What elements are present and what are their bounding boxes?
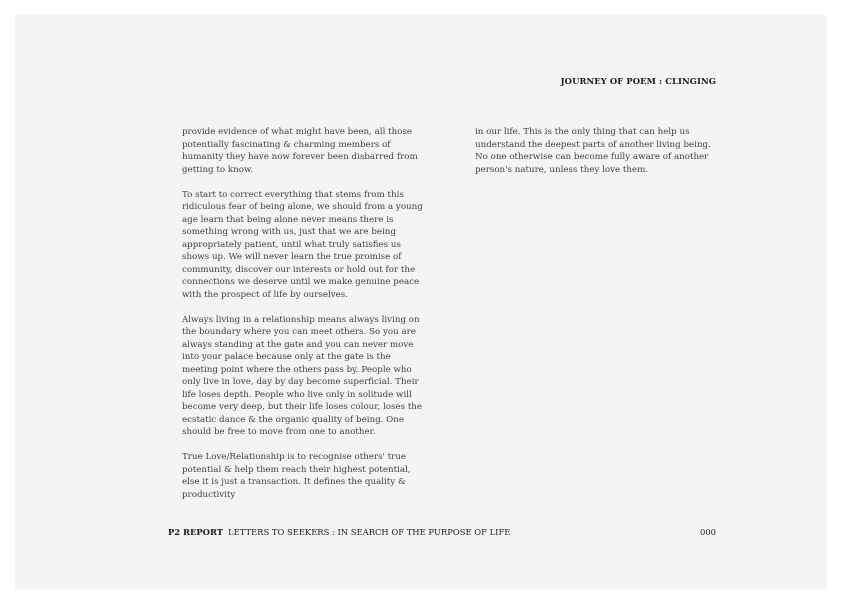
paragraph: True Love/Relationship is to recognise others' true potential & help them reach their highest potential, else it is just a transaction. It defines the quality & productivity	[182, 452, 411, 500]
paragraph: To start to correct everything that stems from this ridiculous fear of being alone, we should from a young age learn that being alone never means there is something wrong with us, just that we are being appropriately patient, until what truly satisfies us shows up. We will never learn the true promise of community, discover our interests or hold out for the connections we deserve until we make genuine peace with the prospect of life by ourselves.	[182, 189, 423, 300]
paragraph: provide evidence of what might have been, all those potentially fascinating & charming members of humanity they have now forever been disbarred from getting to know.	[182, 127, 418, 175]
page-number: 000	[700, 527, 716, 537]
book-title: LETTERS TO SEEKERS : IN SEARCH OF THE PURPOSE OF LIFE	[228, 527, 511, 537]
report-label: P2 REPORT	[168, 527, 224, 537]
paragraph: Always living in a relationship means always living on the boundary where you can meet others. So you are always standing at the gate and you can never move into your palace because only at the gate is the meeting point where the others pass by. People who only live in love, day by day become superficial. Their life loses depth. People who live only in solitude will become very deep, but their life loses colour, loses the ecstatic dance & the organic quality of being. One should be free to move from one to another.	[182, 314, 423, 438]
running-header: JOURNEY OF POEM : CLINGING	[560, 76, 716, 86]
running-footer	[168, 527, 510, 537]
paragraph: in our life. This is the only thing that can help us understand the deepest parts of another living being. No one otherwise can become fully aware of another person's nature, unless they love them.	[475, 127, 711, 175]
left-column	[182, 126, 426, 514]
right-column	[475, 126, 719, 189]
